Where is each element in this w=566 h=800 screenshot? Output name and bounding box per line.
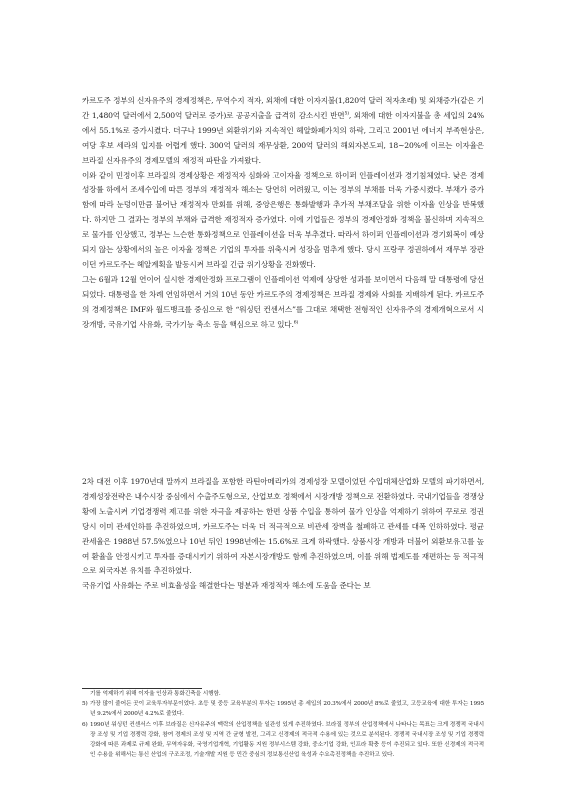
- paragraph-text: 카르도주 정부의 신자유주의 경제정책은, 무역수지 적자, 외채에 대한 이자지불(1,820억 달러 적자초래) 및 외채증가(같은 기간 1,480억 달러에서 2,500억 달러로 증가)로 공공지출을 급격히 감소시킨 반면: [82, 96, 484, 120]
- footnote-number: 6): [82, 721, 88, 728]
- paragraph-fiscal-crisis: [82, 94, 484, 169]
- footnote-ref-5[interactable]: 5): [344, 111, 349, 117]
- paragraph-trade-opening: 2차 대전 이후 1970년대 말까지 브라질을 포함한 라틴아메리카의 경제성장 모델이었던 수입대체산업화 모델의 파기하면서, 경제성장전략은 내수시장 중심에서 수출주도형으로, 산업보호 정책에서 시장개방 정책으로 전환하였다. 국내기업들을 경쟁상황에 노출시켜 기업경쟁력 제고를 위한 자극을 제공하는 한편 상품 수입을 통하여 물가 인상을 억제하기 위하여 꾸로로 정권 당시 이미 관세인하를 추진하였으며, 카르도주는 더욱 더 적극적으로 비관세 장벽을 철폐하고 관세를 대폭 인하하였다. 평균 관세율은 1988년 57.5%였으나 10년 뒤인 1998년에는 15.6%로 크게 하락했다. 상품시장 개방과 더불어 외환보유고를 높여 환율을 안정시키고 투자를 증대시키기 위하여 자본시장개방도 함께 추진하였으며, 이를 위해 법제도를 재편하는 등 적극적으로 외국자본 유치를 추진하였다.: [82, 477, 484, 576]
- footnote-ref-6[interactable]: 6): [293, 320, 299, 326]
- paragraph-text: 그는 6월과 12월 연이어 실시한 경제안정화 프로그램이 인플레이션 억제에 상당한 성과를 보이면서 다음해 말 대통령에 당선되었다. 대통령을 한 차례 연임하면서 거의 10년 동안 카르도주의 경제정책은 브라질 경제와 사회를 지배하게 된다. 카르도주의 경제정책은 IMF와 월드뱅크를 중심으로 한 “워싱턴 컨센서스”를 그대로 채택한 전형적인 신자유주의 경제개혁으로서 시장개방, 국유기업 사유화, 국가기능 축소 등을 핵심으로 하고 있다.: [82, 274, 484, 329]
- paragraph-cardoso-policy: [82, 273, 484, 333]
- footnote-text: 1990년 워싱턴 컨센서스 이후 브라질은 신자유주의 맥락의 산업정책을 일관성 있게 추진하였다. 브라질 정부의 산업정책에서 나타나는 목표는 크게 경쟁적 국내시장 조성 및 기업 경쟁력 강화, 참여 경제의 조성 및 지역 간 균형 발전, 그리고 신경제의 적극적 수용에 있는 것으로 분석된다. 경쟁적 국내시장 조성 및 기업 경쟁력강화에 따른 과제로 규제 완화, 무역자유화, 국영기업개혁, 기업활동 지원 정부시스템 강화, 중소기업 강화, 인프라 확충 등이 추진되고 있다. 또한 신경제의 적극적인 수용을 위해서는 통신 산업의 구조조정, 기술개발 지원 등 민간 중심의 정보통신산업 육성과 수요촉진정책을 추진하고 있다.: [90, 721, 484, 759]
- paragraph-text: , 외채에 대한 이자지불을 총 세입의 24%에서 55.1%로 증가시켰다. 더구나 1999년 외환위기와 지속적인 헤알화폐가치의 하락, 그리고 2001년 에너지 부족현상은, 여당 후보 세라의 입지를 어렵게 했다. 300억 달러의 재무상환, 200억 달러의 해외자본도피, 18~20%에 이르는 이자율은 브라질 신자유주의 경제모델의 재정적 파탄을 가져왔다.: [82, 110, 484, 165]
- paragraph-privatization: 국유기업 사유화는 주로 비효율성을 해결한다는 명분과 재정적자 해소에 도움을 준다는 보: [82, 581, 371, 591]
- footnote-continuation: 기를 억제하기 위해 이자율 인상과 통화긴축을 시행함.: [90, 691, 221, 697]
- footnote-5: [82, 699, 484, 719]
- footnote-number: 5): [82, 701, 88, 708]
- footnotes: [82, 689, 484, 760]
- footnote-text: 가장 많이 줄어든 곳이 교육투자부문이었다. 초등 및 중등 교육부분의 투자는 1995년 총 세입의 20.3%에서 2000년 8%로 줄었고, 고등교육에 대한 투자는 1995년 9.2%에서 2000년 4.2%로 줄었다.: [90, 701, 484, 718]
- section-two: [82, 475, 484, 594]
- section-one: [82, 94, 484, 333]
- footnote-6: [82, 720, 484, 761]
- paragraph-hyperinflation: 이와 같이 민정이후 브라질의 경제상황은 재정적자 심화와 고이자율 정책으로 하이퍼 인플레이션과 경기침체였다. 낮은 경제 성장률 하에서 조세수입에 따른 정부의 재정적자 해소는 당연히 어려웠고, 이는 정부의 부채를 더욱 가중시켰다. 부채가 증가함에 따라 눈덩이만큼 불어난 재정적자 만회를 위해, 중앙은행은 통화발행과 추가적 부채조달을 위한 이자율 인상을 반복했다. 하지만 그 결과는 정부의 부채와 급격한 재정적자 증가였다. 이에 기업들은 정부의 경제안정화 정책을 불신하며 지속적으로 물가를 인상했고, 정부는 느슨한 통화정책으로 인플레이션을 더욱 부추겼다. 따라서 하이퍼 인플레이션과 경기회복이 예상되지 않는 상황에서의 높은 이자율 정책은 기업의 투자를 위축시켜 성장을 멈추게 했다. 당시 프랑쿠 정권하에서 재무부 장관이던 카르도주는 헤알계획을 발동시켜 브라질 긴급 위기상황을 진화했다.: [82, 170, 484, 269]
